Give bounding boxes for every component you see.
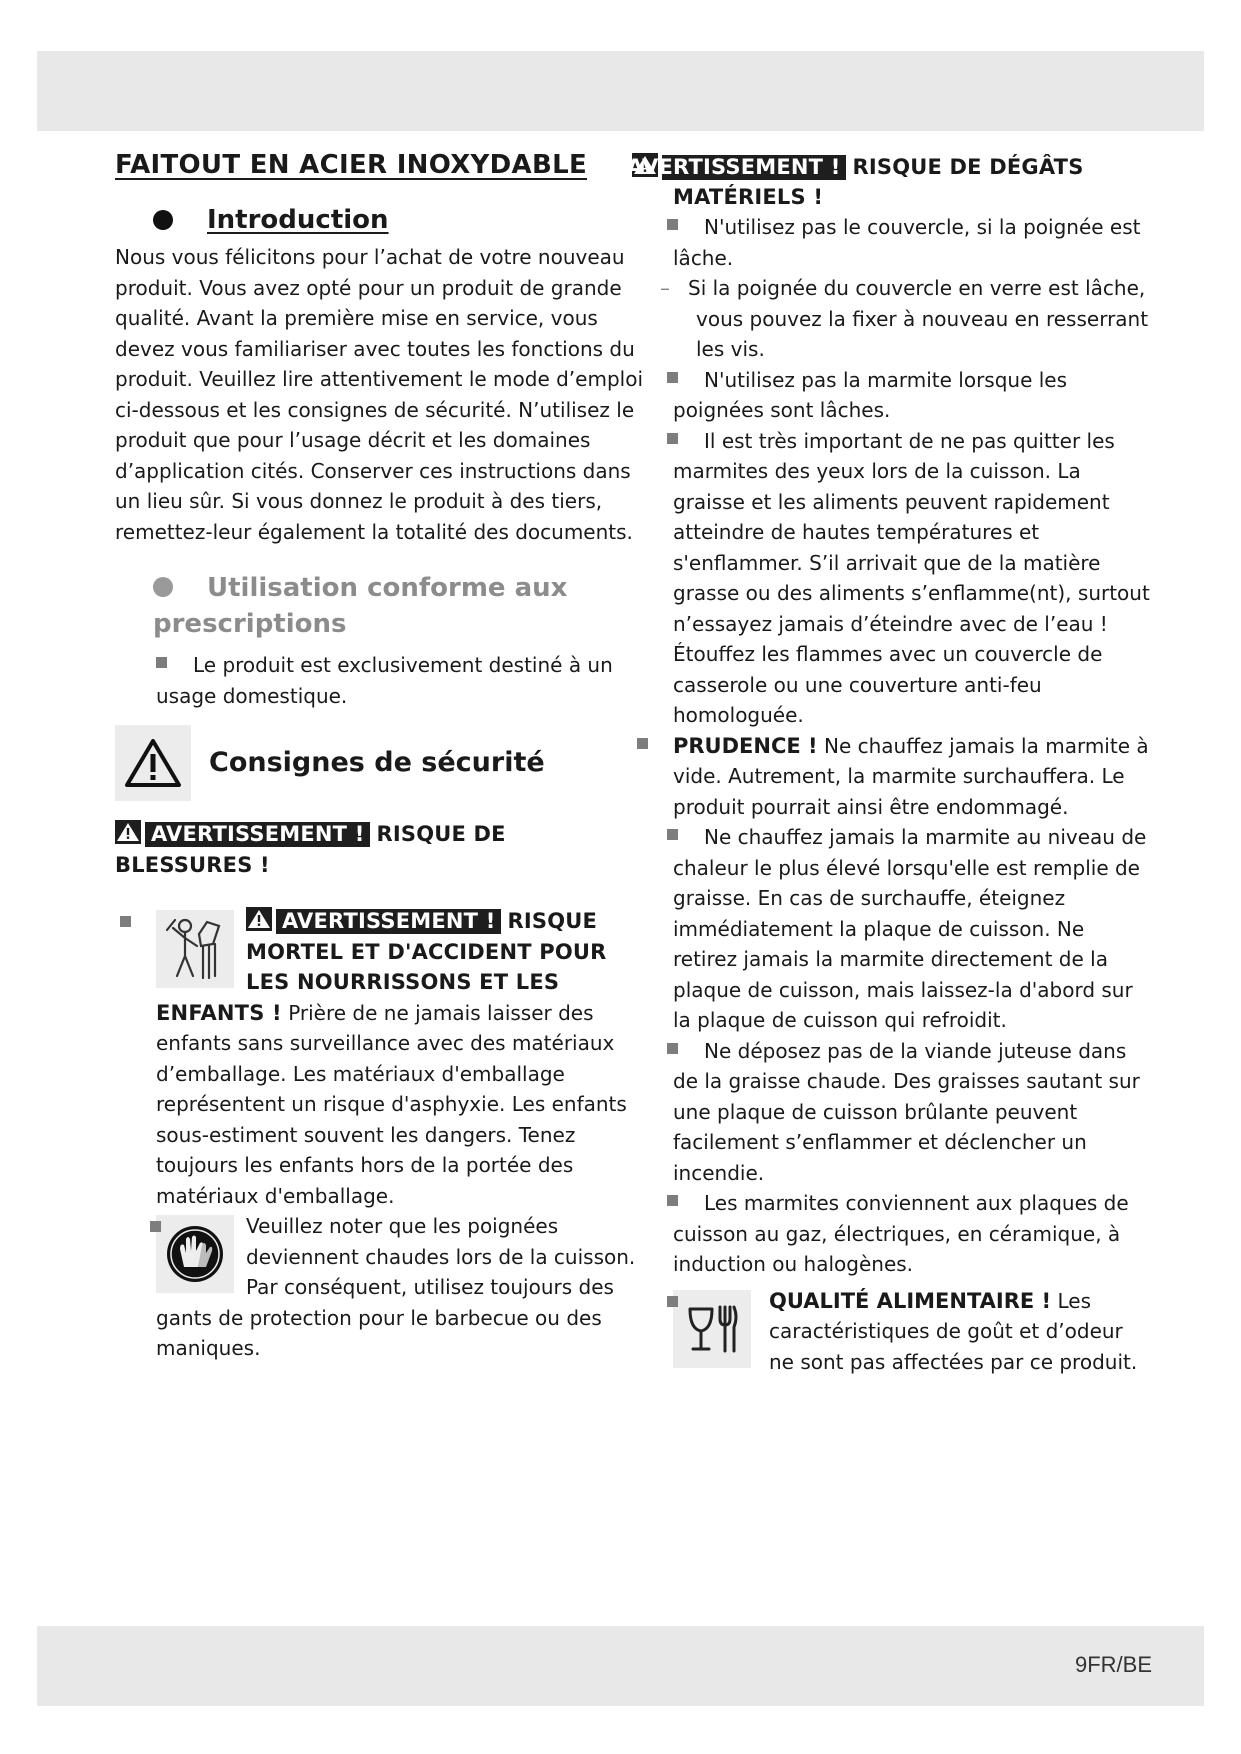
square-bullet-icon — [667, 1195, 678, 1206]
list-sub-item: – Si la poignée du couvercle en verre est lâche, vous pouvez la fixer à nouveau en resserrant les vis. — [660, 276, 1149, 361]
safety-title: Consignes de sécurité — [209, 746, 545, 778]
warning-triangle-icon — [115, 820, 141, 844]
warning-children-title: RISQUE MORTEL ET D'ACCIDENT POUR LES NOURRISSONS ET LES ENFANTS ! — [156, 909, 607, 1025]
food-quality-block — [632, 1286, 1152, 1378]
square-bullet-icon — [667, 372, 678, 383]
square-bullet-icon — [667, 1296, 678, 1307]
list-item: Il est très important de ne pas quitter les marmites des yeux lors de la cuisson. La graisse et les aliments peuvent rapidement atteindre de hautes températures et s'enflammer. S’il arrivait que de la matière grasse ou des aliments s’enflamme(nt), surtout n’essayez jamais d’éteindre avec de l’eau ! Étouffez les flammes avec un couvercle de casserole ou une couverture anti-feu homologuée. — [632, 426, 1152, 731]
list-item: Les marmites conviennent aux plaques de cuisson au gaz, électriques, en céramique, à induction ou halogènes. — [632, 1188, 1152, 1280]
square-bullet-icon — [667, 433, 678, 444]
warning-children-body: Prière de ne jamais laisser des enfants sans surveillance avec des matériaux d’emballage. Les matériaux d'emballage représentent un risque d'asphyxie. Les enfants sous-estiment souvent les dangers. Tenez toujours les enfants hors de la portée des matériaux d'emballage. — [156, 1000, 627, 1208]
safety-heading — [115, 725, 645, 801]
warning-triangle-icon — [246, 907, 272, 931]
usage-heading-text: Utilisation conforme aux prescriptions — [153, 573, 568, 639]
warning-label: AVERTISSEMENT ! — [276, 909, 501, 934]
bullet-dot-icon — [153, 210, 173, 230]
right-column — [627, 152, 1152, 1377]
square-bullet-icon — [637, 738, 648, 749]
warning-injury-text: RISQUE DE BLESSURES ! — [115, 822, 506, 877]
caution-label: PRUDENCE ! — [673, 733, 818, 758]
square-bullet-icon — [667, 829, 678, 840]
warning-children-block — [115, 906, 645, 1211]
square-bullet-icon — [156, 657, 167, 668]
bullet-dot-icon — [153, 577, 173, 597]
warning-material-text: RISQUE DE DÉGÂTS MATÉRIELS ! — [673, 155, 1084, 209]
page-number: 9FR/BE — [1074, 1652, 1152, 1677]
square-bullet-icon — [120, 916, 131, 927]
footer-band — [37, 1626, 1204, 1706]
intro-heading-text: Introduction — [207, 205, 389, 235]
gloves-icon — [156, 1215, 234, 1293]
list-item: Ne déposez pas de la viande juteuse dans de la graisse chaude. Des graisses sautant sur une plaque de cuisson brûlante peuvent facilement s’enflammer et déclencher un incendie. — [632, 1036, 1152, 1189]
usage-item — [115, 650, 645, 711]
square-bullet-icon — [667, 1043, 678, 1054]
food-quality-text: QUALITÉ ALIMENTAIRE ! Les caractéristiques de goût et d’odeur ne sont pas affectées par ce produit. — [769, 1288, 1138, 1374]
gloves-text: Veuillez noter que les poignées deviennent chaudes lors de la cuisson. Par conséquent, utilisez toujours des gants de protection pour le barbecue ou des maniques. — [156, 1214, 636, 1360]
list-item: N'utilisez pas la marmite lorsque les poignées sont lâches. — [632, 365, 1152, 426]
header-band — [37, 51, 1204, 131]
square-bullet-icon — [667, 219, 678, 230]
food-safe-icon — [673, 1290, 751, 1368]
intro-heading — [153, 202, 645, 238]
usage-heading — [153, 569, 573, 642]
food-quality-label: QUALITÉ ALIMENTAIRE ! — [769, 1288, 1052, 1313]
intro-text: Nous vous félicitons pour l’achat de votre nouveau produit. Vous avez opté pour un produit de grande qualité. Avant la première mise en service, vous devez vous familiariser avec toutes les fonctions du produit. Veuillez lire attentivement le mode d’emploi ci-dessous et les consignes de sécurité. N’utilisez le produit que pour l’usage décrit et les domaines d’application cités. Conserver ces instructions dans un lieu sûr. Si vous donnez le produit à des tiers, remettez-leur également la totalité des documents. — [115, 245, 643, 544]
main-title: FAITOUT EN ACIER INOXYDABLE — [115, 150, 588, 180]
square-bullet-icon — [150, 1221, 161, 1232]
warning-label: AVERTISSEMENT ! — [145, 822, 370, 847]
list-item: Ne chauffez jamais la marmite au niveau de chaleur le plus élevé lorsqu'elle est remplie de graisse. En cas de surchauffe, éteignez immédiatement la plaque de cuisson. Ne retirez jamais la marmite directement de la plaque de cuisson, mais laissez-la d'abord sur la plaque de cuisson qui refroidit. — [632, 822, 1152, 1036]
left-column — [115, 148, 645, 1364]
warning-material-damage — [627, 152, 1152, 212]
warning-label: AVERTISSEMENT ! — [662, 155, 846, 180]
child-hazard-icon — [156, 910, 234, 988]
usage-item-text: Le produit est exclusivement destiné à un usage domestique. — [156, 653, 613, 708]
warning-injury — [115, 819, 645, 880]
caution-item: PRUDENCE ! Ne chauffez jamais la marmite à vide. Autrement, la marmite surchauffera. Le produit pourrait ainsi être endommagé. — [632, 731, 1152, 823]
warning-triangle-icon — [115, 725, 191, 801]
list-item: N'utilisez pas le couvercle, si la poignée est lâche. — [632, 212, 1152, 273]
gloves-block — [115, 1211, 645, 1364]
